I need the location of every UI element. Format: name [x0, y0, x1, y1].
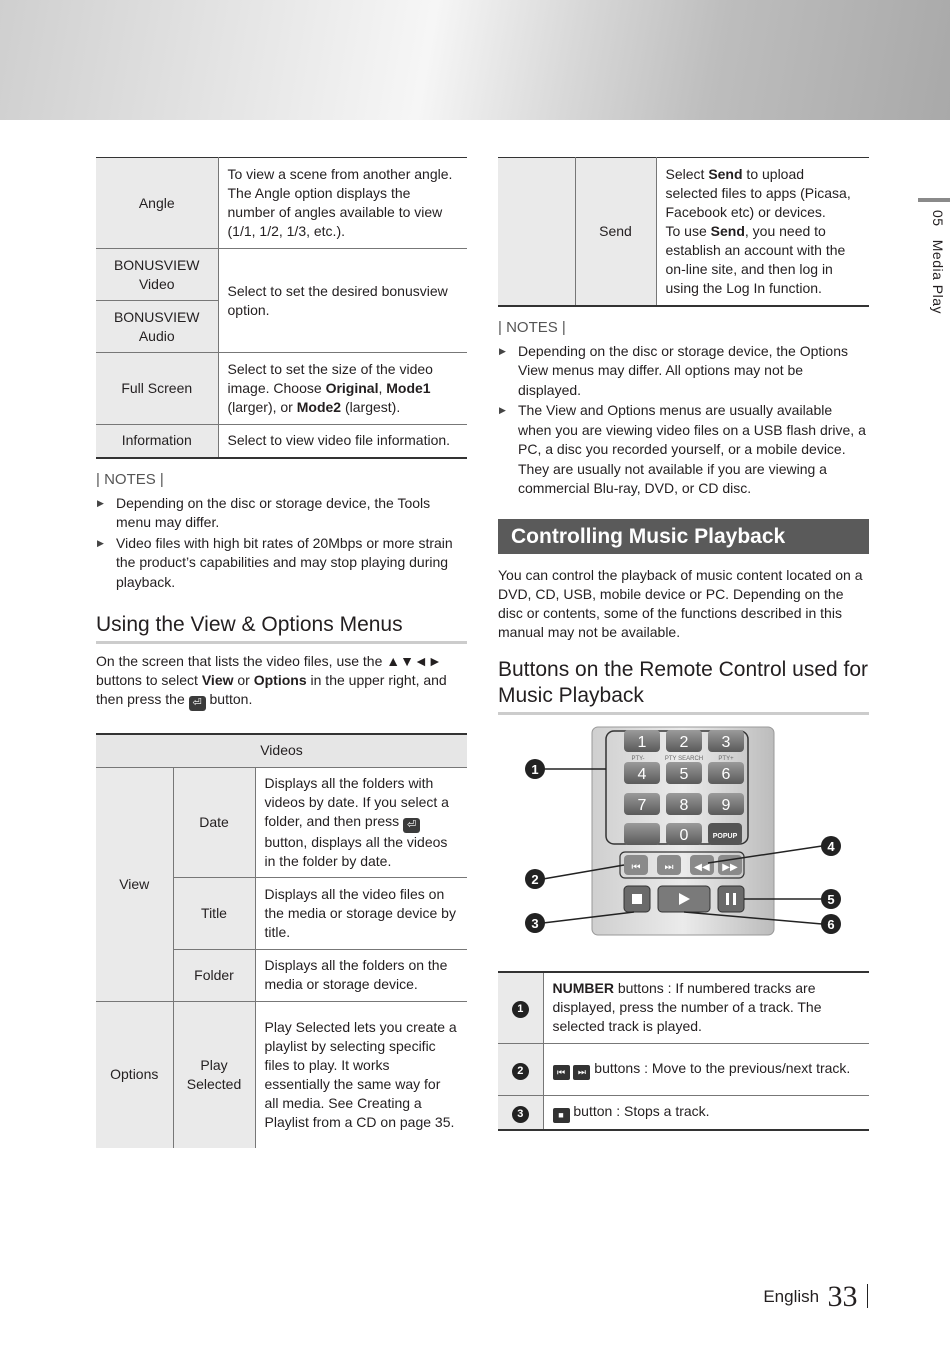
row-number-cell: [498, 1044, 543, 1096]
prev-icon: ⏮: [631, 861, 641, 873]
row-desc: ■ button : Stops a track.: [543, 1096, 869, 1131]
option-desc: Displays all the folders with videos by date. If you select a folder, and then press ⏎ button, displays all the videos in the folder by date.: [255, 767, 467, 877]
notes-list: [96, 494, 467, 593]
table-row: [96, 425, 467, 458]
row-desc: NUMBER buttons : If numbered tracks are displayed, press the number of a track. The selected track is played.: [543, 972, 869, 1044]
row-desc: ⏮ ⏭ buttons : Move to the previous/next track.: [543, 1044, 869, 1096]
pause-icon: [726, 893, 729, 905]
callout-number: 2: [531, 871, 539, 887]
enter-icon: ⏎: [403, 818, 420, 833]
notes-title: | NOTES |: [96, 470, 164, 488]
number-key-label: 4: [637, 765, 647, 783]
section-paragraph: On the screen that lists the video files, use the ▲▼◄► buttons to select View or Options in the upper right, and then press the ⏎ button.: [96, 653, 447, 709]
option-label: BONUSVIEW Video: [96, 249, 218, 301]
header-band: [0, 0, 950, 120]
options-label: Options: [96, 1001, 173, 1148]
callout-number: 4: [827, 838, 835, 854]
playback-options-table: [96, 157, 467, 459]
page-footer: [763, 1280, 868, 1314]
table-row: [498, 1044, 869, 1096]
callout-number: 1: [531, 761, 539, 777]
table-header: [96, 734, 467, 767]
table-row: [498, 1096, 869, 1131]
triangle-bullet-icon: ▶: [97, 537, 104, 548]
popup-label: POPUP: [712, 832, 738, 840]
number-key-label: 9: [721, 796, 731, 814]
number-key-label: 3: [721, 733, 731, 751]
option-desc: Select to set the desired bonusview option.: [218, 249, 467, 353]
pty-plus-label: PTY+: [718, 755, 734, 762]
list-item: ▶ The View and Options menus are usually available when you are viewing video files on a USB flash drive, a PC, a disc you recorded yourself, or a mobile device. They are usually not available if you are viewing a commercial Blu-ray, DVD, or CD disc.: [499, 402, 866, 496]
option-label: Information: [96, 425, 218, 458]
option-label: Date: [173, 767, 255, 877]
option-label: BONUSVIEW Audio: [96, 301, 218, 353]
callout-number: 6: [827, 916, 835, 932]
table-row: [498, 158, 869, 306]
option-desc: Displays all the video files on the media or storage device by title.: [255, 877, 467, 949]
triangle-bullet-icon: ▶: [499, 405, 506, 415]
section-heading: Using the View & Options Menus: [96, 612, 467, 644]
row-number-cell: [498, 1096, 543, 1131]
number-key-label: 8: [679, 796, 689, 814]
list-item: ▶ Depending on the disc or storage device, the Options View menus may differ. All options may not be displayed.: [499, 342, 848, 398]
row-number-cell: [498, 972, 543, 1044]
list-item: ▶ Video files with high bit rates of 20Mbps or more strain the product’s capabilities and may stop playing during playback.: [97, 534, 453, 590]
section-paragraph: You can control the playback of music content located on a DVD, CD, USB, mobile device or PC. Depending on the disc or contents, some of the functions described in this manual may not be available.: [498, 566, 863, 640]
left-column: [96, 157, 467, 1148]
option-label: Angle: [96, 158, 218, 249]
next-icon: ⏭: [573, 1065, 590, 1080]
list-item: ▶ Depending on the disc or storage device, the Tools menu may differ.: [97, 494, 431, 530]
option-label: Play Selected: [173, 1001, 255, 1148]
stop-icon: ■: [553, 1108, 570, 1123]
option-label: Folder: [173, 949, 255, 1001]
table-row: [96, 1001, 467, 1148]
option-label: Title: [173, 877, 255, 949]
option-desc: Select Send to upload selected files to apps (Picasa, Facebook etc) or devices. To use Send, you need to establish an account with the on-line site, and then log in using the Log In function.: [656, 158, 869, 306]
rewind-icon: ◀◀: [694, 861, 710, 873]
table-row: [96, 249, 467, 301]
option-label: Full Screen: [96, 353, 218, 425]
number-key-label: 6: [721, 765, 731, 783]
option-desc: To view a scene from another angle. The Angle option displays the number of angles available to view (1/1, 1/2, 1/3, etc.).: [218, 158, 467, 249]
notes-list: [498, 342, 869, 499]
chapter-tab-marker: [918, 198, 950, 202]
number-key-label: 7: [637, 796, 647, 814]
pty-search-label: PTY SEARCH: [664, 755, 704, 762]
table-header-cell: Videos: [96, 734, 467, 767]
view-label: View: [96, 767, 173, 1001]
notes-title: | NOTES |: [498, 318, 566, 336]
page-number: 33: [827, 1280, 858, 1313]
section-banner: Controlling Music Playback: [498, 519, 869, 554]
table-row: [96, 353, 467, 425]
chapter-tab: [916, 210, 946, 350]
option-desc: Select to set the size of the video image. Choose Original, Mode1 (larger), or Mode2 (largest).: [218, 353, 467, 425]
table-row: [498, 972, 869, 1044]
triangle-bullet-icon: ▶: [97, 497, 104, 508]
chapter-title: Media Play: [930, 239, 946, 315]
right-column: [498, 157, 869, 1131]
option-desc: Play Selected lets you create a playlist by selecting specific files to play. It works essentially the same way for all media. See Creating a Playlist from a CD on page 35.: [264, 1018, 457, 1130]
option-desc: Displays all the folders on the media or storage device.: [255, 949, 467, 1001]
footer-divider: [867, 1284, 868, 1308]
table-row: [96, 158, 467, 249]
pty-minus-label: PTY-: [631, 755, 645, 762]
enter-icon: ⏎: [189, 696, 206, 711]
section-heading: Buttons on the Remote Control used for Music Playback: [498, 657, 869, 715]
pause-key: [718, 886, 744, 912]
number-key-label: 0: [679, 826, 689, 844]
number-key-label: 2: [679, 733, 689, 751]
forward-icon: ▶▶: [722, 861, 738, 873]
row-number: 3: [512, 1106, 529, 1123]
previous-icon: ⏮: [553, 1065, 570, 1080]
videos-table: [96, 733, 467, 1148]
table-row: [96, 767, 467, 877]
empty-cell: [498, 158, 575, 306]
chapter-number: 05: [930, 210, 946, 227]
number-key-label: 5: [679, 765, 689, 783]
option-desc: Select to view video file information.: [218, 425, 467, 458]
row-number: 2: [512, 1063, 529, 1080]
send-table: [498, 157, 869, 307]
callout-number: 3: [531, 915, 539, 931]
next-icon: ⏭: [664, 861, 674, 873]
stop-icon: [632, 894, 642, 904]
buttons-table: [498, 971, 869, 1132]
option-label: Send: [575, 158, 656, 306]
callout-number: 5: [827, 891, 835, 907]
remote-control-figure: [498, 725, 869, 947]
number-key-label: 1: [637, 733, 647, 751]
footer-language: English: [763, 1287, 820, 1306]
triangle-bullet-icon: ▶: [499, 345, 506, 356]
row-number: 1: [512, 1001, 529, 1018]
blank-key: [624, 823, 660, 845]
